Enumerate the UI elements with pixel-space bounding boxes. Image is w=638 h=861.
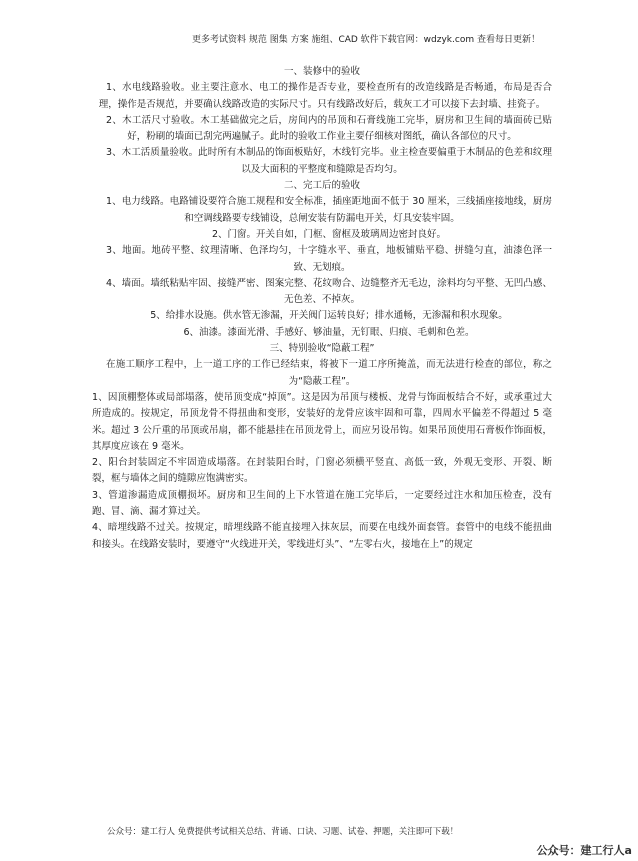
paragraph: 5、给排水设施。供水管无渗漏，开关阀门运转良好；排水通畅，无渗漏和积水现象。	[150, 310, 508, 322]
paragraph: 2、阳台封装固定不牢固造成塌落。在封装阳台时，门窗必须横平竖直、高低一致，外观无变形、开裂、断裂，框与墙体之间的缝隙应饱满密实。	[92, 457, 552, 485]
paragraph: 3、管道渗漏造成顶棚损坏。厨房和卫生间的上下水管道在施工完毕后，一定要经过注水和加压检查，没有跑、冒、滴、漏才算过关。	[92, 489, 552, 518]
footer-note: 公众号：建工行人 免费提供考试相关总结、背诵、口诀、习题、试卷、押题，关注即可下载！	[107, 827, 459, 837]
section-title-2: 二、完工后的验收	[283, 180, 360, 192]
paragraph: 3、地面。地砖平整、纹理清晰、色泽均匀，十字缝水平、垂直，地板铺贴平稳、拼缝匀直，油漆色泽一致、无划痕。	[106, 245, 552, 273]
paragraph: 4、墙面。墙纸粘贴牢固、接缝严密、图案完整、花纹吻合、边缝整齐无毛边，涂料均匀平整、无凹凸感、无色差、不掉灰。	[106, 277, 552, 306]
paragraph: 2、门窗。开关自如，门框、窗框及玻璃周边密封良好。	[211, 228, 447, 240]
paragraph: 1、水电线路验收。业主要注意水、电工的操作是否专业，要检查所有的改造线路是否畅通，布局是否合理，操作是否规范，并要确认线路改造的实际尺寸。只有线路改好后，载灰工才可以接下去封墙、挂瓷子。	[98, 82, 552, 110]
document-body	[92, 64, 552, 553]
section-intro: 在施工顺序工程中，上一道工序的工作已经结束，将被下一道工序所掩盖，而无法进行检查的部位，称之为“隐蔽工程”。	[106, 359, 552, 387]
watermark: 公众号：建工行人a	[536, 844, 632, 857]
paragraph: 3、木工活质量验收。此时所有木制品的饰面板贴好，木线钉完毕。业主检查要偏重于木制品的色差和纹理以及大面积的平整度和缝隙是否均匀。	[106, 147, 552, 175]
paragraph: 1、电力线路。电路铺设要符合施工规程和安全标准，插座距地面不低于 30 厘米，三线插座接地线，厨房和空调线路要专线铺设，总闸安装有防漏电开关，灯具安装牢固。	[106, 196, 552, 224]
paragraph: 6、油漆。漆面光滑、手感好、够油量，无钉眼、归痕、毛刺和色差。	[183, 326, 475, 338]
section-title-1: 一、装修中的验收	[283, 66, 360, 77]
paragraph: 2、木工活尺寸验收。木工基础做完之后，房间内的吊顶和石膏线施工完毕，厨房和卫生间的墙面砖已贴好，粉刷的墙面已刮完两遍腻子。此时的验收工作业主要仔细核对图纸，确认各部位的尺寸。	[106, 114, 552, 143]
paragraph: 1、因顶棚整体或局部塌落，使吊顶变成“掉顶”。这是因为吊顶与楼板、龙骨与饰面板结合不好，或承重过大所造成的。按规定，吊顶龙骨不得扭曲和变形，安装好的龙骨应该牢固和可靠，四周水平偏差不得超过 5 毫米。超过 3 公斤重的吊顶或吊扇，都不能悬挂在吊顶龙骨上，而应另设吊钩。如果吊顶使用石膏板作饰面板，其厚度应该在 9 毫米。	[92, 391, 552, 452]
section-title-3: 三、特别验收“隐蔽工程”	[269, 343, 375, 355]
paragraph: 4、暗埋线路不过关。按规定，暗埋线路不能直接埋入抹灰层，而要在电线外面套管。套管中的电线不能扭曲和接头。在线路安装时，要遵守“火线进开关，零线进灯头”、“左零右火，接地在上”的规定	[92, 522, 552, 550]
top-banner: 更多考试资料 规范 图集 方案 施组、CAD 软件下载官网：wdzyk.com 查看每日更新！	[192, 35, 540, 45]
